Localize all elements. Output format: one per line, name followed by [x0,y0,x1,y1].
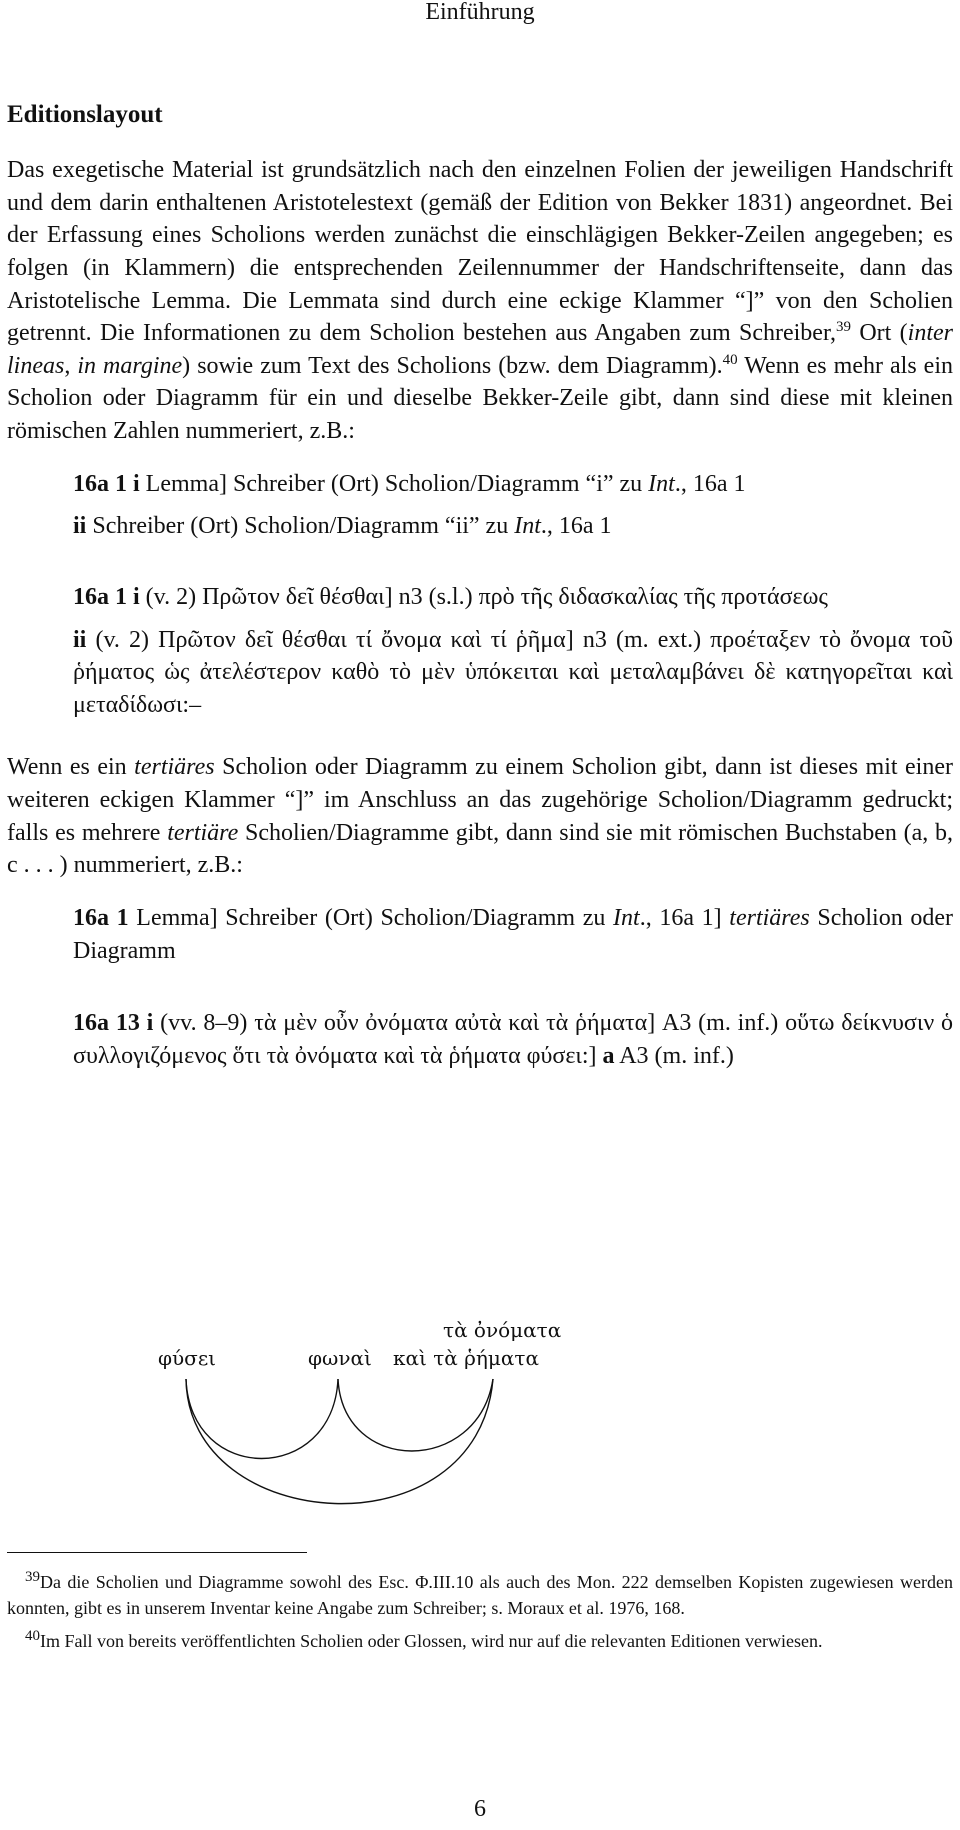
example-line [73,902,953,967]
bekker-ref: 16a 13 i [73,1010,154,1037]
example-greek-2 [73,1007,953,1072]
term-in-margine: in margine [77,352,183,379]
diagram-arc-right [338,1379,493,1451]
bekker-ref: ii [73,626,87,653]
bekker-ref: 16a 1 i [73,470,140,497]
example-text: Lemma] Schreiber (Ort) Scholion/Diagramm “i” zu [139,470,649,497]
example-text: ., 16a 1 [540,513,612,540]
term-tertiaeres: tertiäres [134,754,215,781]
main-content [7,92,953,1082]
footnote-rule [7,1552,307,1553]
diagram-arc-outer [186,1379,493,1504]
term-inter-lineas: inter lineas [7,320,953,379]
intro-text-5: Wenn es mehr als ein Scholion oder Diagramm für ein und dieselbe Bekker-Zeile gibt, dann sind diese mit kleinen römischen Zahlen nummeriert, z.B.: [7,352,954,444]
footnote-ref-40[interactable]: 40 [722,351,738,368]
footnote-ref-39[interactable]: 39 [835,319,851,336]
greek-scholion-text: (vv. 8–9) τὰ μὲν οὖν ὀνόματα αὐτὰ καὶ τὰ ῥήματα] A3 (m. inf.) οὕτω δείκνυσιν ὁ συλλογιζόμενος ὅτι τὰ ὀνόματα καὶ τὰ ῥήματα φύσει:] [73,1010,953,1069]
diagram-label-rhemata: καὶ τὰ ῥήματα [393,1346,539,1370]
intro-text-2: Ort ( [850,320,908,347]
example-schema-1 [73,468,953,543]
work-abbrev: Int [613,904,640,931]
bekker-ref: 16a 1 [73,904,129,931]
example-text: ., 16a 1 [674,470,746,497]
intro-text-4: ) sowie zum Text des Scholions (bzw. dem Diagramm). [182,352,723,379]
example-text: A3 (m. inf.) [614,1042,734,1069]
tertiary-paragraph [7,751,953,882]
footnote-text: Im Fall von bereits veröffentlichten Scholien oder Glossen, wird nur auf die relevanten Editionen verwiesen. [40,1631,823,1652]
greek-scholion-text: (v. 2) Πρῶτον δεῖ θέσθαι] n3 (s.l.) πρὸ τῆς διδασκαλίας τῆς προτάσεως [139,583,828,610]
paragraph-text: Scholien/Diagramme gibt, dann sind sie mit römischen Buchstaben (a, b, c . . . ) nummeriert, z.B.: [7,819,954,879]
example-schema-2 [73,902,953,967]
bekker-ref: 16a 1 i [73,583,140,610]
paragraph-text: Scholion oder Diagramm zu einem Scholion gibt, dann ist dieses mit einer weiteren eckigen Klammer “]” im Anschluss an das zugehörige Scholion/Diagramm gedruckt; falls es mehrere [7,754,953,846]
example-greek-1 [73,581,953,722]
footnote-40 [7,1629,953,1655]
bekker-ref: ii [73,513,87,540]
section-title: Editionslayout [7,101,163,128]
example-line [73,468,953,501]
footnote-text: Da die Scholien und Diagramme sowohl des Esc. Φ.III.10 als auch des Mon. 222 demselben Kopisten zugewiesen werden konnten, gibt es in unserem Inventar keine Angabe zum Schreiber; s. Moraux et al. 1976, 168. [7,1572,953,1618]
intro-paragraph [7,154,953,448]
example-text: Scholion oder Diagramm [73,904,954,964]
example-line [73,510,953,543]
running-header: Einführung [425,0,535,25]
term-tertiaeres: tertiäres [729,904,810,931]
paragraph-text: Wenn es ein [7,754,135,781]
example-text: Schreiber (Ort) Scholion/Diagramm “ii” zu [86,513,515,540]
page-number: 6 [474,1796,486,1822]
footnote-number: 39 [25,1569,40,1585]
example-line [73,581,953,614]
tertiary-ref: a [602,1042,615,1069]
intro-text-1: Das exegetische Material ist grundsätzlich nach den einzelnen Folien der jeweiligen Handschrift und dem darin enthaltenen Aristotelestext (gemäß der Edition von Bekker 1831) angeordnet. Bei der Erfassung eines Scholions werden zunächst die einschlägigen Bekker-Zeilen angegeben; es folgen (in Klammern) die entsprechenden Zeilennummer der Handschriftenseite, dann das Aristotelische Lemma. Die Lemmata sind durch eine eckige Klammer “]” von den Scholien getrennt. Die Informationen zu dem Scholion bestehen aus Angaben zum Schreiber, [7,157,953,347]
diagram-label-physei: φύσει [158,1346,217,1370]
example-text: ., 16a 1] [639,904,730,931]
diagram-label-phonai: φωναὶ [308,1346,372,1370]
footnotes [7,1570,953,1663]
intro-text-3: , [64,352,78,379]
example-line [73,624,953,722]
work-abbrev: Int [648,470,675,497]
term-tertiaere: tertiäre [167,819,239,846]
example-text: Lemma] Schreiber (Ort) Scholion/Diagramm zu [128,904,614,931]
scholion-diagram [148,1305,608,1550]
example-line [73,1007,953,1072]
diagram-label-onomata: τὰ ὀνόματα [443,1318,562,1342]
footnote-39 [7,1570,953,1621]
footnote-number: 40 [25,1628,40,1645]
work-abbrev: Int [514,513,541,540]
greek-scholion-text: (v. 2) Πρῶτον δεῖ θέσθαι τί ὄνομα καὶ τί ῥῆμα] n3 (m. ext.) προέταξεν τὸ ὄνομα τοῦ ῥήματος ὡς ἀτελέστερον καθὸ τὸ μὲν ὑπόκειται καὶ μεταλαμβάνει δὲ κατηγορεῖται καὶ μεταδίδωσι:– [73,626,953,718]
